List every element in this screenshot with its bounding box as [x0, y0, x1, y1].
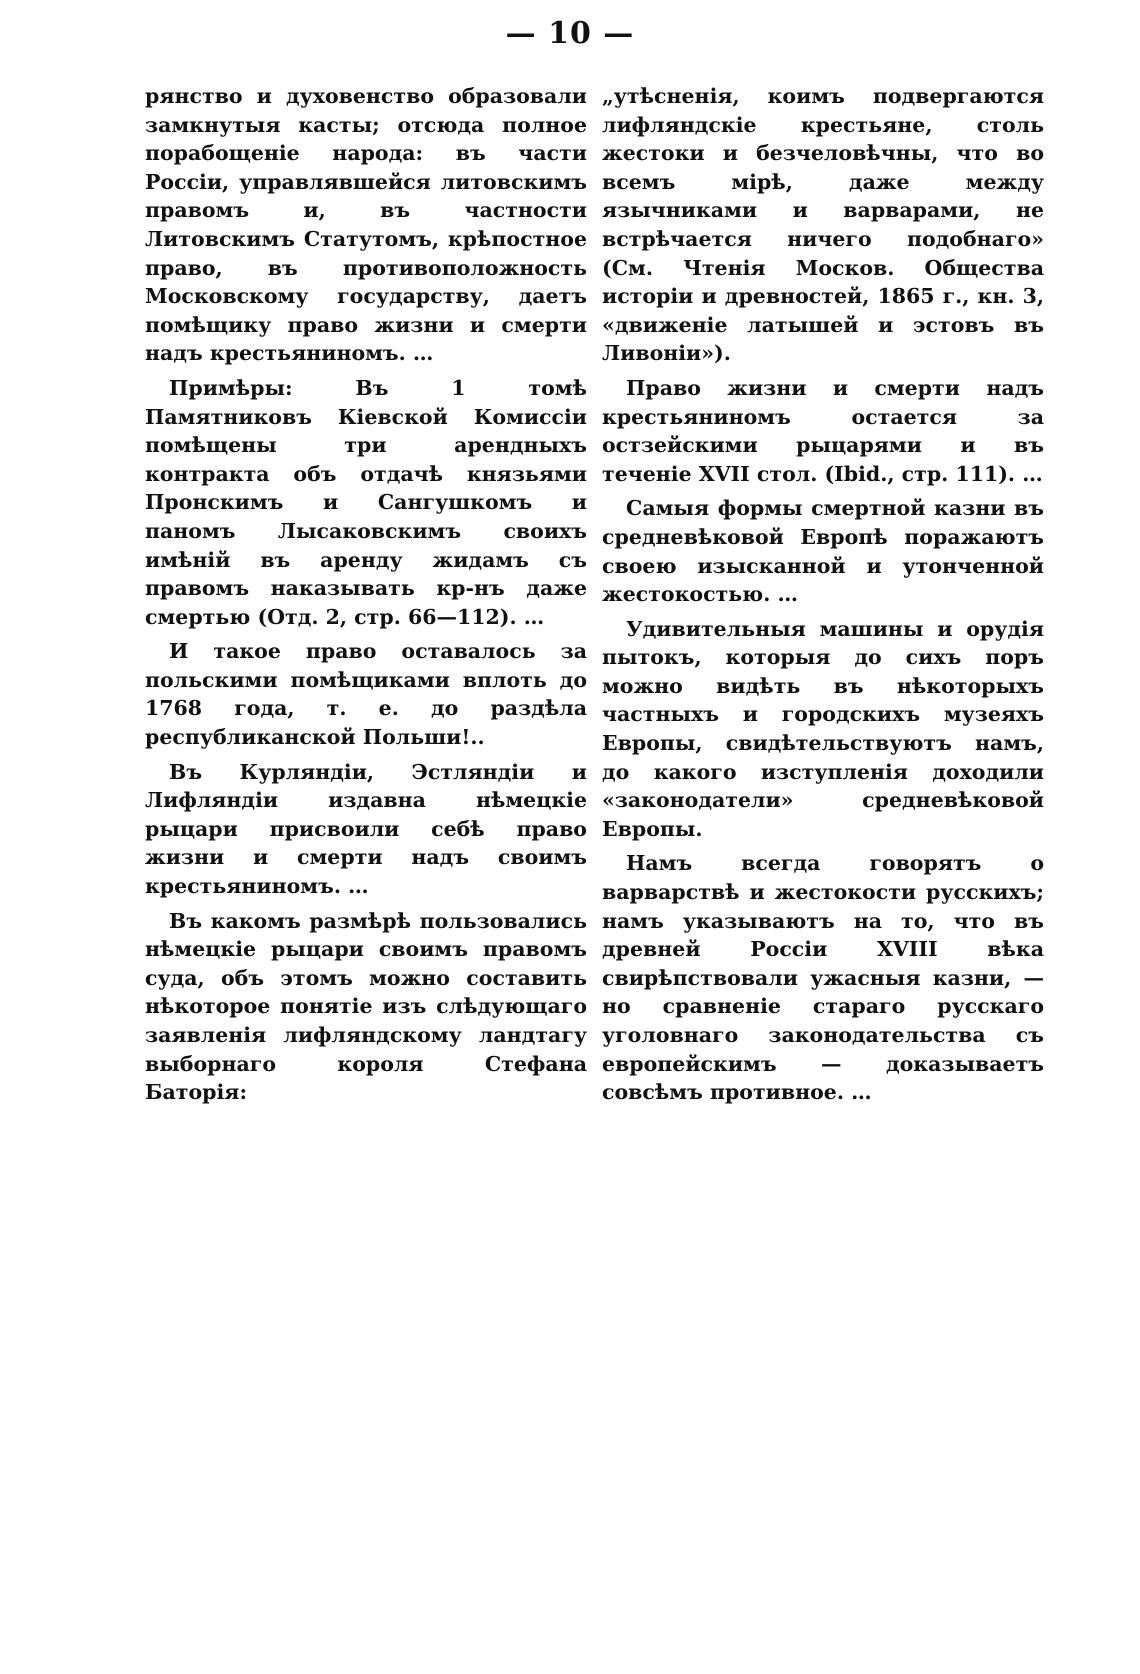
paragraph: рянство и духовенство образовали замкнутыя касты; отсюда полное порабощеніе народа: въ части Россіи, управлявшейся литовскимъ правомъ и, въ частности Литовскимъ Статутомъ, крѣпостное право, въ противоположность Московскому государству, даетъ помѣщику право жизни и смерти надъ крестьяниномъ. … — [145, 84, 587, 366]
paragraph: Въ какомъ размѣрѣ пользовались нѣмецкіе рыцари своимъ правомъ суда, объ этомъ можно составить нѣкоторое понятіе изъ слѣдующаго заявленія лифляндскому ландтагу выборнаго короля Стефана Баторія: — [145, 908, 587, 1105]
left-column — [145, 82, 587, 1113]
paragraph: Въ Курляндіи, Эстляндіи и Лифляндіи издавна нѣмецкіе рыцари присвоили себѣ право жизни и смерти надъ своимъ крестьяниномъ. … — [145, 759, 587, 899]
paragraph: „утѣсненія, коимъ подвергаются лифляндскіе крестьяне, столь жестоки и безчеловѣчны, что во всемъ мірѣ, даже между язычниками и варварами, не встрѣчается ничего подобнаго» (См. Чтенія Москов. Общества исторіи и древностей, 1865 г., кн. 3, «движеніе латышей и эстовъ въ Ливоніи»). — [602, 84, 1044, 366]
page-number: — 10 — — [505, 16, 635, 51]
paragraph: Намъ всегда говорятъ о варварствѣ и жестокости русскихъ; намъ указываютъ на то, что въ древней Россіи XVIII вѣка свирѣпствовали ужасныя казни, — но сравненіе стараго русскаго уголовнаго законодательства съ европейскимъ — доказываетъ совсѣмъ противное. … — [602, 851, 1044, 1105]
paragraph: Удивительныя машины и орудія пытокъ, которыя до сихъ поръ можно видѣть въ нѣкоторыхъ частныхъ и городскихъ музеяхъ Европы, свидѣтельствуютъ намъ, до какого изступленія доходили «законодатели» средневѣковой Европы. — [602, 616, 1044, 841]
paragraph: Примѣры: Въ 1 томѣ Памятниковъ Кіевской Комиссіи помѣщены три арендныхъ контракта объ отдачѣ князьями Пронскимъ и Сангушкомъ и паномъ Лысаковскимъ своихъ имѣній въ аренду жидамъ съ правомъ наказывать кр-нъ даже смертью (Отд. 2, стр. 66—112). … — [145, 375, 587, 629]
paragraph: И такое право оставалось за польскими помѣщиками вплоть до 1768 года, т. е. до раздѣла республиканской Польши!.. — [145, 639, 587, 750]
right-column — [602, 82, 1044, 1113]
paragraph: Право жизни и смерти надъ крестьяниномъ остается за остзейскими рыцарями и въ теченіе XVII стол. (Ibid., стр. 111). … — [602, 375, 1044, 486]
paragraph: Самыя формы смертной казни въ средневѣковой Европѣ поражаютъ своею изысканной и утонченной жестокостью. … — [602, 496, 1044, 607]
